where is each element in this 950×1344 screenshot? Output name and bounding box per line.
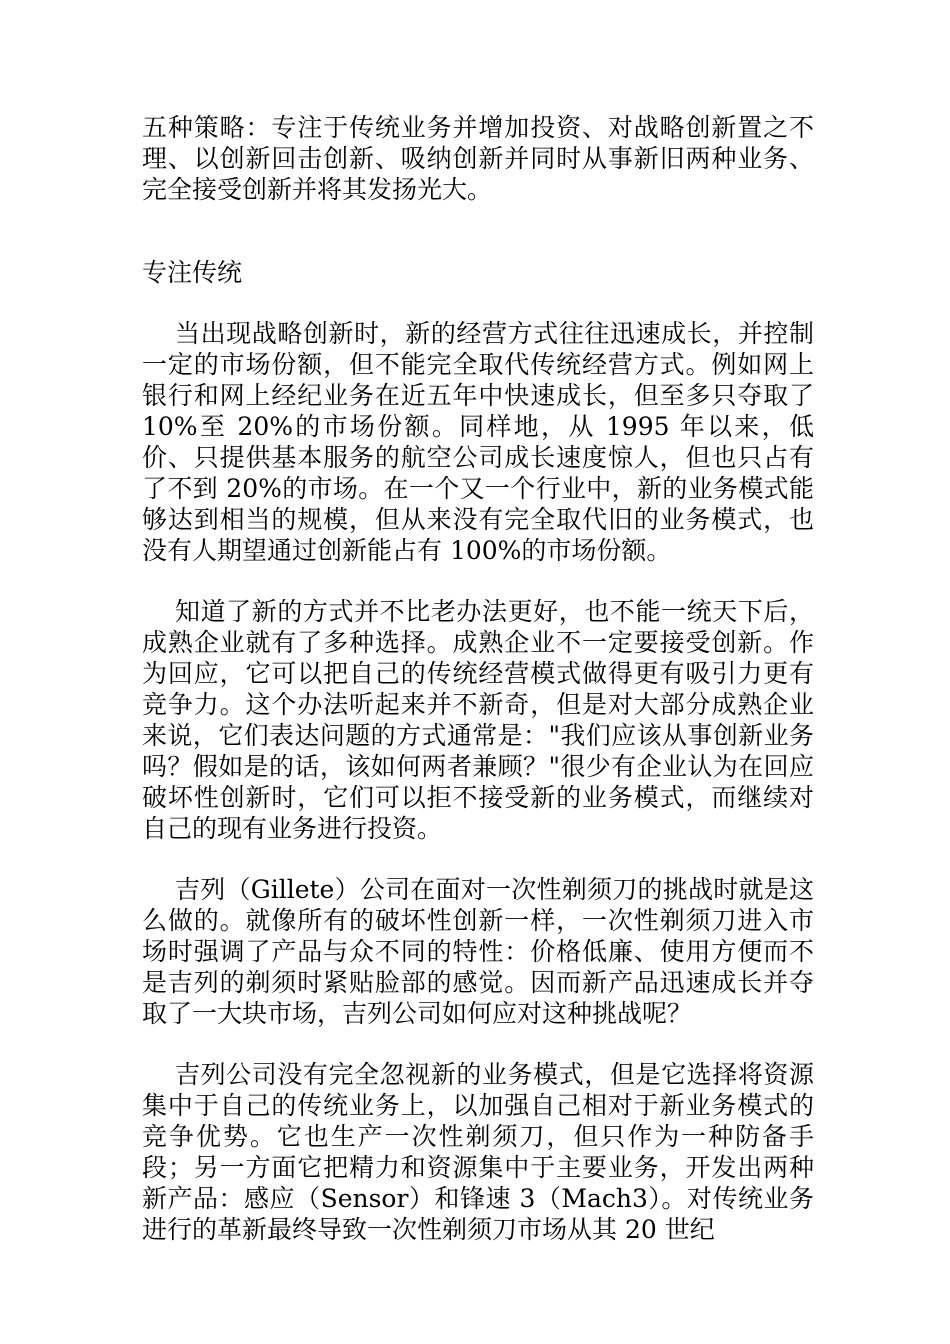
body-paragraph: 吉列公司没有完全忽视新的业务模式，但是它选择将资源集中于自己的传统业务上，以加强自己相对于新业务模式的竞争优势。它也生产一次性剃须刀，但只作为一种防备手段；另一方面它把精力和资源集中于主要业务，开发出两种新产品：感应（Sensor）和锋速 3（Mach3）。对传统业务进行的革新最终导致一次性剃须刀市场从其 20 世纪 <box>142 1060 814 1244</box>
spacer <box>142 844 814 874</box>
spacer <box>142 1029 814 1059</box>
document-page <box>142 112 814 1245</box>
body-paragraph: 吉列（Gillete）公司在面对一次性剃须刀的挑战时就是这么做的。就像所有的破坏性创新一样，一次性剃须刀进入市场时强调了产品与众不同的特性：价格低廉、使用方便而不是吉列的剃须时紧贴脸部的感觉。因而新产品迅速成长并夺取了一大块市场，吉列公司如何应对这种挑战呢？ <box>142 875 814 1028</box>
spacer <box>142 566 814 596</box>
intro-paragraph: 五种策略：专注于传统业务并增加投资、对战略创新置之不理、以创新回击创新、吸纳创新并同时从事新旧两种业务、完全接受创新并将其发扬光大。 <box>142 113 814 204</box>
spacer <box>142 288 814 318</box>
body-paragraph: 知道了新的方式并不比老办法更好，也不能一统天下后，成熟企业就有了多种选择。成熟企业不一定要接受创新。作为回应，它可以把自己的传统经营模式做得更有吸引力更有竞争力。这个办法听起来并不新奇，但是对大部分成熟企业来说，它们表达问题的方式通常是："我们应该从事创新业务吗？假如是的话，该如何两者兼顾？"很少有企业认为在回应破坏性创新时，它们可以拒不接受新的业务模式，而继续对自己的现有业务进行投资。 <box>142 597 814 843</box>
spacer <box>142 205 814 257</box>
section-heading: 专注传统 <box>142 258 243 287</box>
body-paragraph: 当出现战略创新时，新的经营方式往往迅速成长，并控制一定的市场份额，但不能完全取代传统经营方式。例如网上银行和网上经纪业务在近五年中快速成长，但至多只夺取了 10%至 20%的市场份额。同样地，从 1995 年以来，低价、只提供基本服务的航空公司成长速度惊人，但也只占有了不到 20%的市场。在一个又一个行业中，新的业务模式能够达到相当的规模，但从来没有完全取代旧的业务模式，也没有人期望通过创新能占有 100%的市场份额。 <box>142 319 814 565</box>
